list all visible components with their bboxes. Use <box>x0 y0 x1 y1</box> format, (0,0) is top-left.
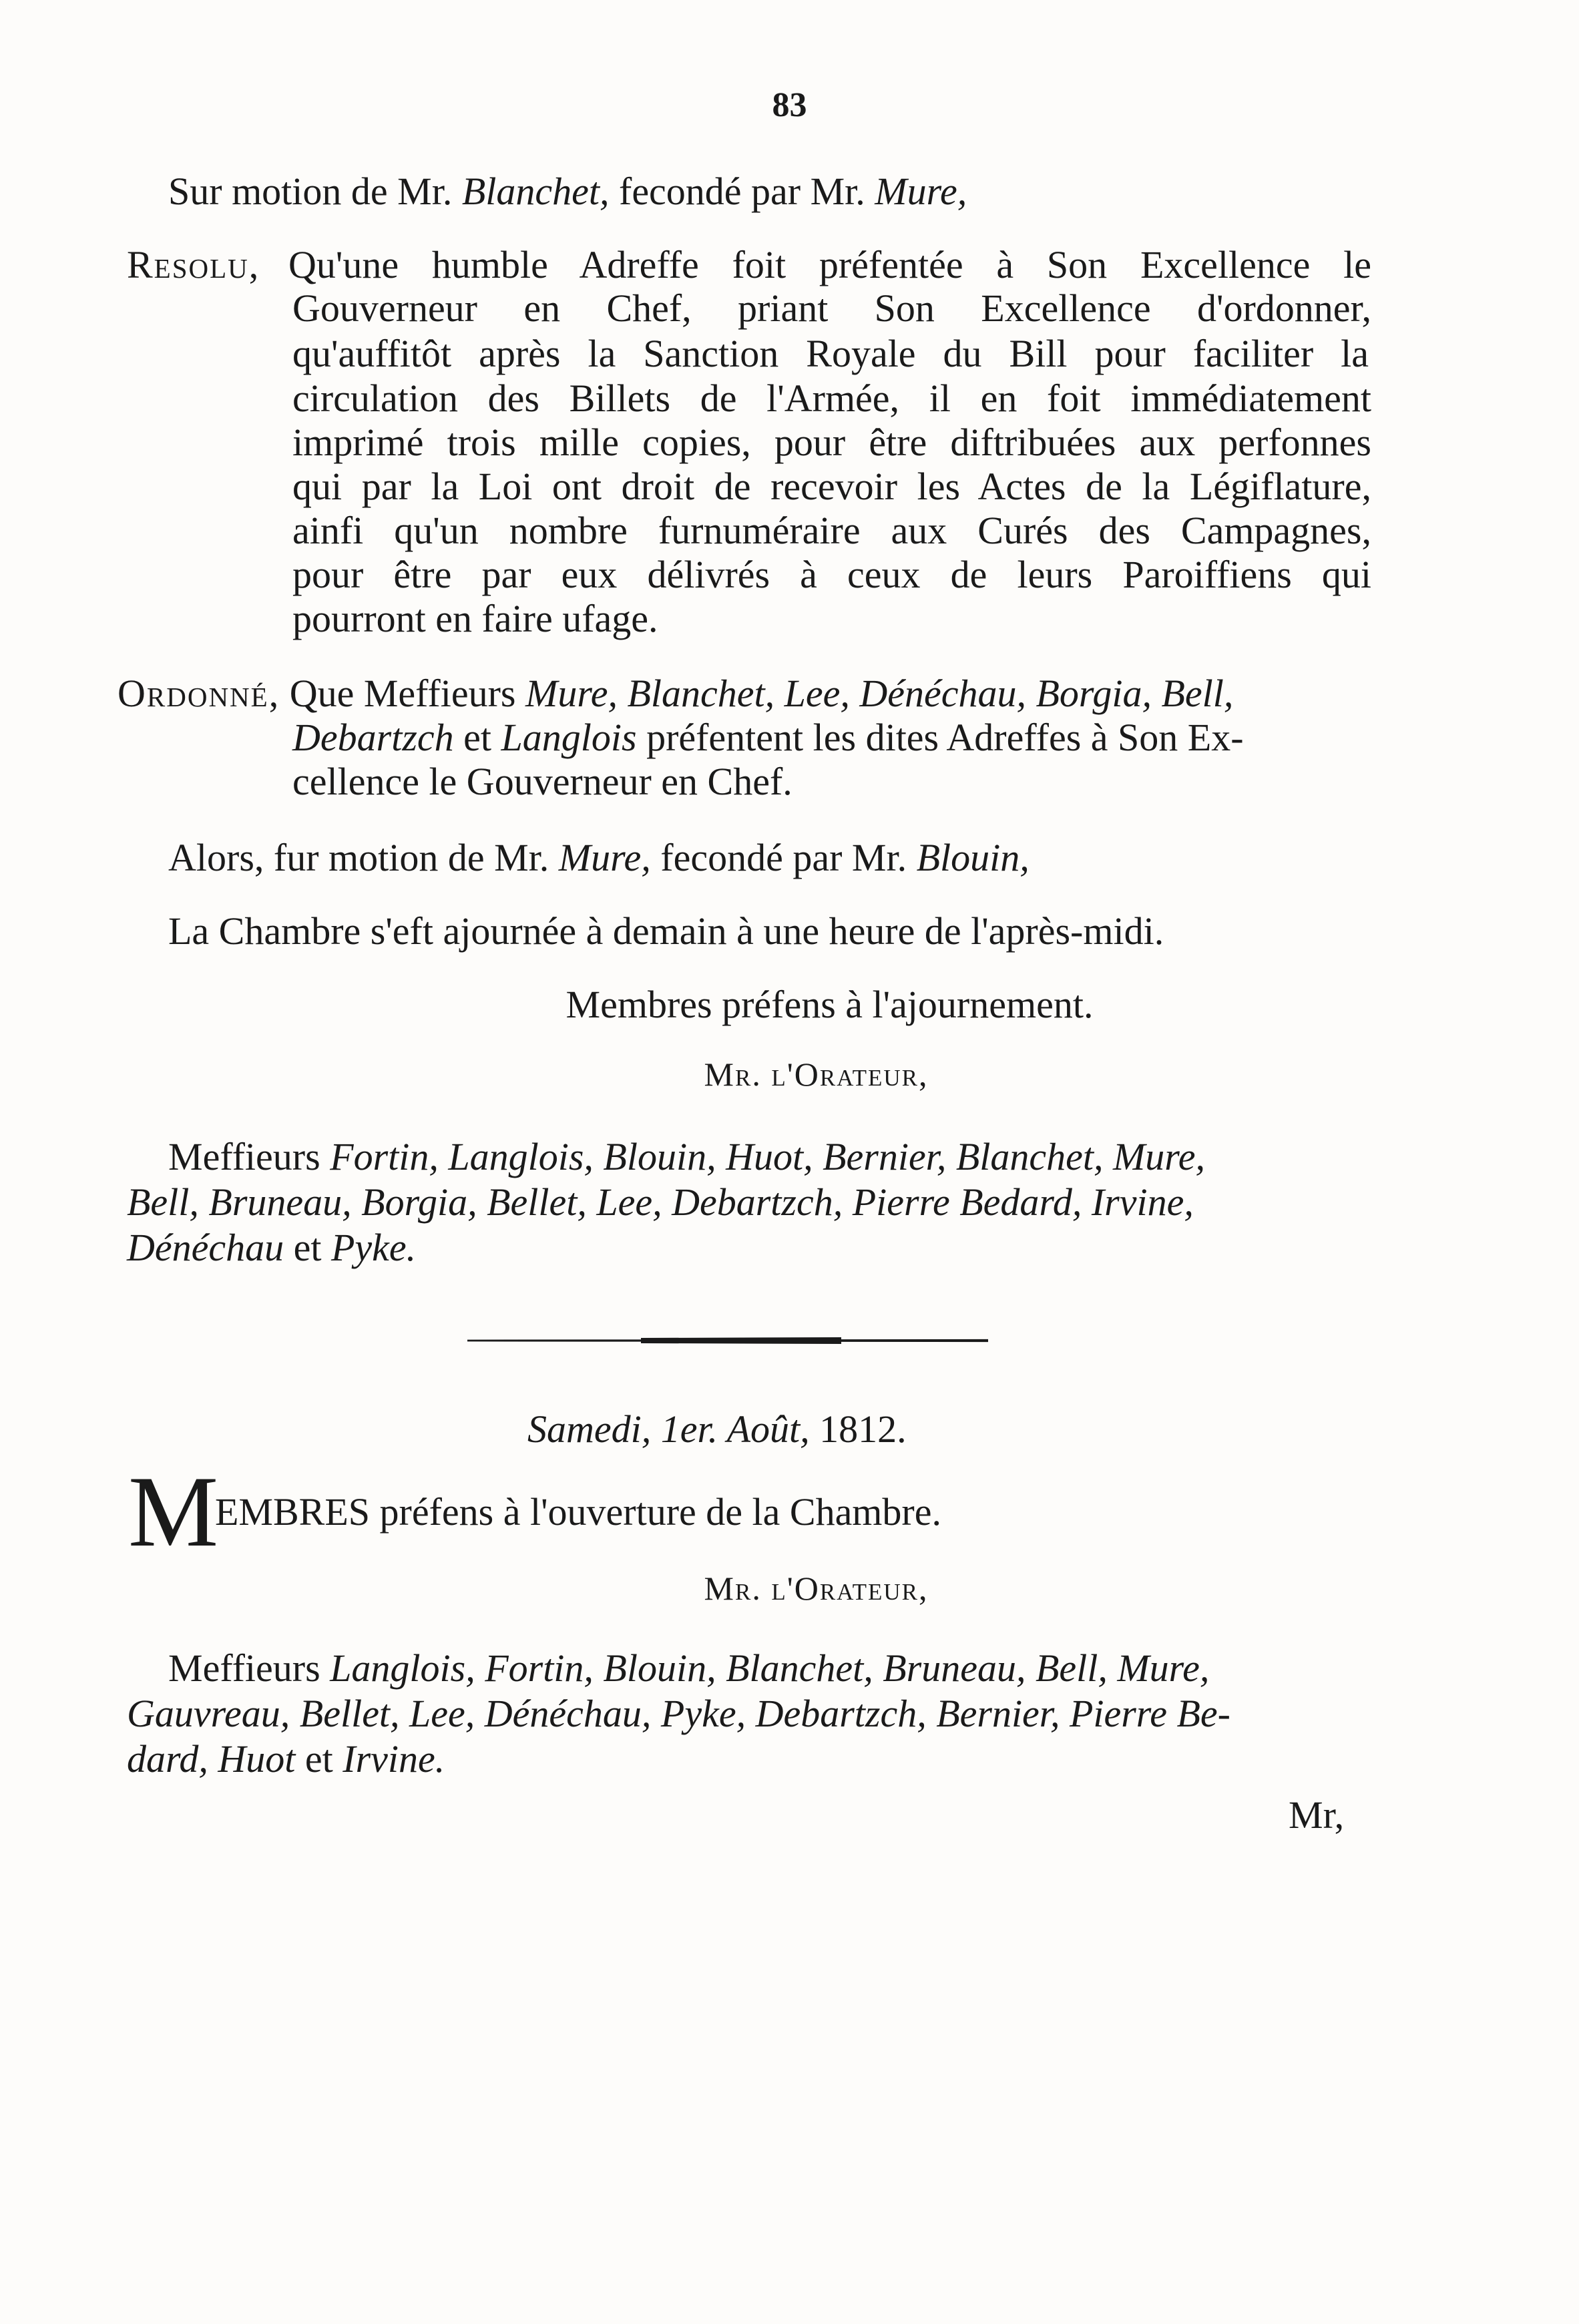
drop-cap: M <box>128 1455 219 1568</box>
section-heading: Membres préfens à l'ajournement. <box>566 983 1094 1026</box>
members-prefix: Meffieurs <box>168 1135 330 1178</box>
member-names: Mure, Blanchet, Lee, Dénéchau, Borgia, Bell, <box>525 672 1234 715</box>
member-names: Dénéchau <box>127 1226 284 1269</box>
session-date <box>527 1407 907 1451</box>
members-prefix: Meffieurs <box>168 1646 330 1690</box>
seconder-name: Mure, <box>875 170 967 213</box>
motion-line <box>168 836 1030 879</box>
ordonne-label: Ordonné, <box>118 672 280 715</box>
ordonne-line <box>292 718 1244 757</box>
date-month: Août, <box>718 1407 810 1451</box>
member-names: Langlois <box>501 716 637 759</box>
mover-name: Blanchet, <box>461 170 610 213</box>
resolu-line: imprimé trois mille copies, pour être diftribuées aux perfonnes <box>292 421 1371 464</box>
members-line <box>127 1228 416 1267</box>
members-line <box>127 1737 445 1781</box>
members-line <box>168 1646 1210 1690</box>
resolu-line: ainfi qu'un nombre furnuméraire aux Curés des Campagnes, <box>292 509 1371 552</box>
resolu-line: qui par la Loi ont droit de recevoir les Actes de la Légiflature, <box>292 465 1371 508</box>
ordonne-text: préfentent les dites Adreffes à Son Ex- <box>636 716 1244 759</box>
member-names: Fortin, Langlois, Blouin, Huot, Bernier, Blanchet, Mure, <box>330 1135 1205 1178</box>
members-line <box>127 1694 1230 1733</box>
motion-text: fecondé par Mr. <box>650 836 917 879</box>
adjournment-line: La Chambre s'eft ajournée à demain à une heure de l'après-midi. <box>168 909 1164 953</box>
resolu-line: pour être par eux délivrés à ceux de leurs Paroiffiens qui <box>292 553 1371 596</box>
mover-name: Mure, <box>558 836 651 879</box>
members-conjunction: et <box>295 1737 343 1781</box>
seconder-name: Blouin, <box>916 836 1030 879</box>
motion-line <box>168 172 967 211</box>
speaker-line: Mr. l'Orateur, <box>704 1570 929 1607</box>
member-names: Pyke. <box>330 1226 417 1269</box>
resolu-label: Resolu, <box>127 243 260 286</box>
ordonne-text: Que Meffieurs <box>289 672 525 715</box>
date-year: 1812. <box>809 1407 907 1451</box>
resolu-line: qu'auffitôt après la Sanction Royale du Bill pour faciliter la <box>292 332 1369 375</box>
opening-line: EMBRES préfens à l'ouverture de la Chambre. <box>215 1490 941 1534</box>
member-names: dard, Huot <box>127 1737 296 1781</box>
ordonne-text: et <box>453 716 501 759</box>
member-names: Bell, Bruneau, Borgia, Bellet, Lee, Debartzch, Pierre Bedard, Irvine, <box>127 1180 1194 1224</box>
resolu-line: pourront en faire ufage. <box>292 597 658 640</box>
resolu-line: Qu'une humble Adreffe foit préfentée à Son Excellence le <box>288 243 1371 286</box>
member-names: Irvine. <box>343 1737 445 1781</box>
members-line <box>127 1180 1194 1224</box>
ordonne-line: cellence le Gouverneur en Chef. <box>292 760 793 803</box>
section-divider-ornament <box>641 1334 841 1347</box>
page-number: 83 <box>772 86 807 124</box>
date-day: Samedi, <box>527 1407 661 1451</box>
motion-text: Sur motion de Mr. <box>168 170 462 213</box>
members-line <box>168 1135 1205 1178</box>
motion-text: Alors, fur motion de Mr. <box>168 836 559 879</box>
member-names: Debartzch <box>292 716 454 759</box>
catchword: Mr, <box>1289 1793 1345 1837</box>
date-number: 1er. <box>660 1407 718 1451</box>
resolu-line: circulation des Billets de l'Armée, il en foit immédiatement <box>292 377 1371 420</box>
ordonne-line <box>118 674 1233 713</box>
members-conjunction: et <box>284 1226 331 1269</box>
resolu-line: Gouverneur en Chef, priant Son Excellence d'ordonner, <box>292 286 1371 330</box>
speaker-line: Mr. l'Orateur, <box>704 1056 929 1093</box>
motion-text: fecondé par Mr. <box>609 170 875 213</box>
member-names: Gauvreau, Bellet, Lee, Dénéchau, Pyke, Debartzch, Bernier, Pierre Be- <box>127 1692 1230 1735</box>
member-names: Langlois, Fortin, Blouin, Blanchet, Bruneau, Bell, Mure, <box>330 1646 1210 1690</box>
